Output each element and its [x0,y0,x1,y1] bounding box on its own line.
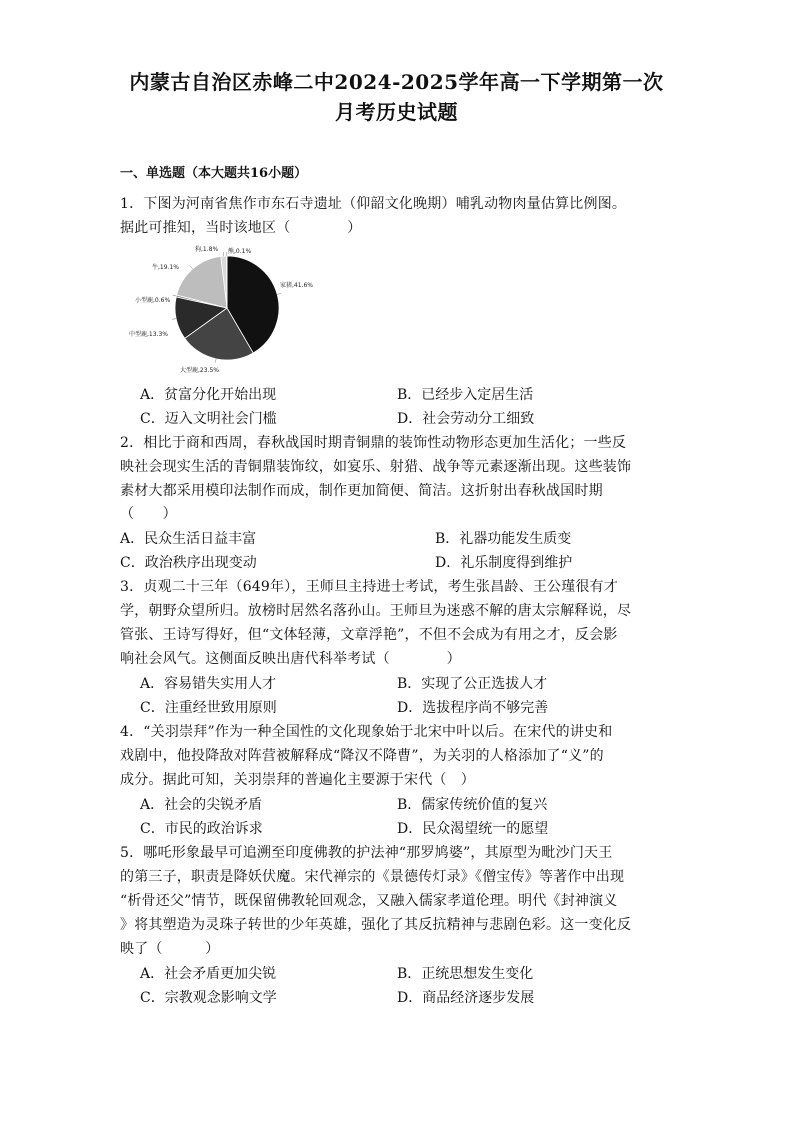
pie-leader-line [173,295,177,296]
question-5-line-5: 映了（ ） [120,941,220,957]
question-5-line-4: 》将其塑造为灵珠子转世的少年英雄，强化了其反抗精神与悲剧色彩。这一变化反 [120,917,632,933]
pie-slice-label: 熊,0.1% [228,248,252,255]
question-3-option-c[interactable]: C．注重经世致用原则 [140,700,277,716]
pie-leader-line [190,266,193,269]
question-3-option-d[interactable]: D．选拔程序尚不够完善 [397,700,549,716]
pie-leader-line [172,319,176,320]
question-3-line-4: 响社会风气。这侧面反映出唐代科举考试（ ） [120,651,461,667]
question-4-option-a[interactable]: A．社会的尖锐矛盾 [140,797,263,813]
question-3-line-2: 学，朝野众望所归。放榜时居然名落孙山。王师旦为迷惑不解的唐太宗解释说，尽 [120,603,632,619]
question-5-line-2: 的第三子，职责是降妖伏魔。宋代禅宗的《景德传灯录》《僧宝传》等著作中出现 [120,869,625,885]
pie-slice-label: 牛,19.1% [152,264,179,271]
pie-slice-label: 小型鹿,0.6% [135,297,171,304]
meat-proportion-pie-chart [125,240,325,375]
question-4-line-2: 戏剧中，他投降敌对阵营被解释成“降汉不降曹”，为关羽的人格添加了“义”的 [120,748,604,764]
question-3-option-a[interactable]: A．容易错失实用人才 [140,676,277,692]
question-4-line-1: 4．“关羽崇拜”作为一种全国性的文化现象始于北宋中叶以后。在宋代的讲史和 [120,724,613,740]
pie-slice-label: 狗,1.8% [195,246,219,253]
question-5-line-1: 5．哪吒形象最早可追溯至印度佛教的护法神“那罗鸠婆”，其原型为毗沙门天王 [120,845,613,861]
section-heading: 一、单选题（本大题共16小题） [120,166,308,181]
question-2-option-c[interactable]: C．政治秩序出现变动 [120,555,257,571]
question-4-option-b[interactable]: B．儒家传统价值的复兴 [397,797,548,813]
question-5-line-3: “析骨还父”情节，既保留佛教轮回观念，又融入儒家孝道伦理。明代《封神演义 [120,893,618,909]
question-4-option-c[interactable]: C．市民的政治诉求 [140,821,263,837]
question-4-line-3: 成分。据此可知，关羽崇拜的普遍化主要源于宋代（ ） [120,772,475,788]
question-5-option-a[interactable]: A．社会矛盾更加尖锐 [140,966,277,982]
question-3-line-3: 管张、王诗写得好，但“文体轻薄，文章浮艳”，不但不会成为有用之才，反会影 [120,627,618,643]
question-1-line-1: 1．下图为河南省焦作市东石寺遗址（仰韶文化晚期）哺乳动物肉量估算比例图。 [120,196,627,212]
question-1-option-b[interactable]: B．已经步入定居生活 [397,387,534,403]
question-2-line-2: 映社会现实生活的青铜鼎装饰纹，如宴乐、射猎、战争等元素逐渐出现。这些装饰 [120,459,632,475]
question-5-option-d[interactable]: D．商品经济逐步发展 [397,990,535,1006]
question-2-option-b[interactable]: B．礼器功能发生质变 [435,531,572,547]
question-5-option-b[interactable]: B．正统思想发生变化 [397,966,534,982]
pie-leader-line [215,359,216,363]
question-3-line-1: 3．贞观二十三年（649年），王师旦主持进士考试，考生张昌龄、王公瑾很有才 [120,579,619,595]
question-1-option-a[interactable]: A．贫富分化开始出现 [140,387,277,403]
question-2-line-3: 素材大都采用模印法制作而成，制作更加简便、简洁。这折射出春秋战国时期 [120,483,603,499]
question-2-line-1: 2．相比于商和西周，春秋战国时期青铜鼎的装饰性动物形态更加生活化；一些反 [120,435,627,451]
question-3-option-b[interactable]: B．实现了公正选拔人才 [397,676,548,692]
page-title-line2: 月考历史试题 [335,100,458,124]
pie-slice-label: 大型鹿,23.5% [180,367,219,374]
question-1-option-d[interactable]: D．社会劳动分工细致 [397,411,535,427]
question-2-line-4: （ ） [120,506,177,522]
question-5-option-c[interactable]: C．宗教观念影响文学 [140,990,277,1006]
question-2-option-a[interactable]: A．民众生活日益丰富 [120,531,257,547]
pie-slice-label: 家猪,41.6% [280,282,313,289]
question-1-option-c[interactable]: C．迈入文明社会门槛 [140,411,277,427]
question-4-option-d[interactable]: D．民众渴望统一的愿望 [397,821,549,837]
question-1-line-2: 据此可推知，当时该地区（ ） [120,220,362,236]
pie-slice-label: 中型鹿,13.3% [129,331,168,338]
pie-leader-line [277,293,281,294]
page-title-line1: 内蒙古自治区赤峰二中2024-2025学年高一下学期第一次 [129,70,664,94]
question-2-option-d[interactable]: D．礼乐制度得到维护 [435,555,573,571]
